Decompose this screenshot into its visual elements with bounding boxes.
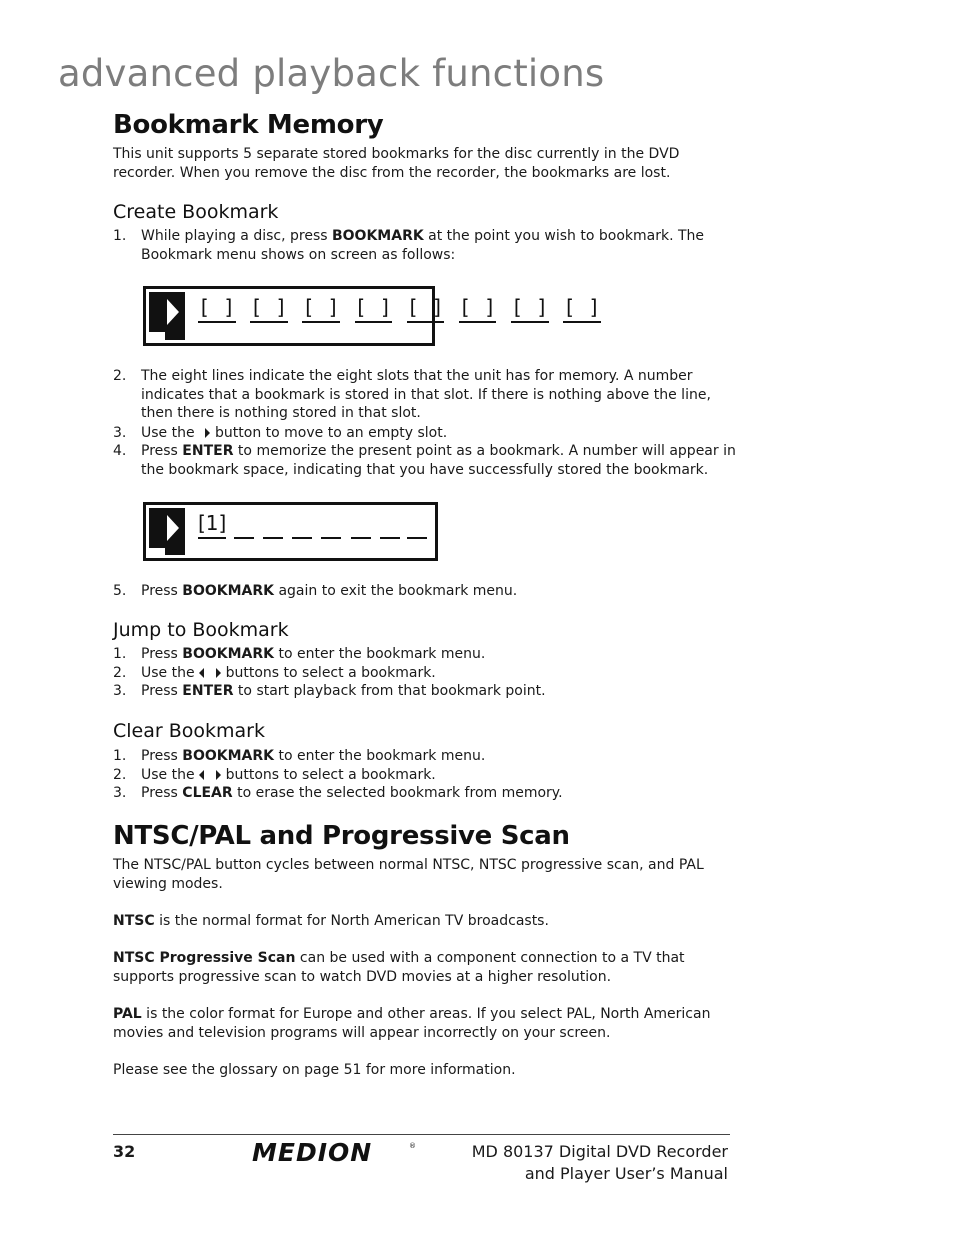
- list-item: [113, 664, 738, 683]
- key-name: ENTER: [182, 443, 234, 459]
- right-arrow-icon: [216, 770, 221, 780]
- clear-bookmark-heading: Clear Bookmark: [113, 720, 265, 742]
- list-item: [113, 682, 738, 701]
- progressive-paragraph: [113, 949, 733, 987]
- jump-bookmark-heading: Jump to Bookmark: [113, 619, 289, 641]
- manual-title-line1: MD 80137 Digital DVD Recorder: [471, 1142, 728, 1161]
- step-number: 1.: [113, 646, 127, 662]
- list-item: [113, 784, 738, 803]
- jump-steps: [113, 645, 738, 701]
- step-text: Use the: [141, 664, 195, 681]
- right-arrow-icon: [216, 668, 221, 678]
- step-number: 2.: [113, 664, 127, 681]
- slot-2: [ ]: [250, 295, 288, 323]
- step-number: 5.: [113, 583, 127, 599]
- step-text: to start playback from that bookmark point.: [233, 683, 546, 699]
- slot-4-line: [292, 537, 312, 539]
- manual-title: [472, 1141, 728, 1185]
- step-text: The eight lines indicate the eight slots that the unit has for memory. A number indicates that a bookmark is stored in that slot. If there is nothing above the line, then there is nothing stored in that slot.: [141, 368, 711, 421]
- step-text: While playing a disc, press: [141, 228, 332, 244]
- glossary-note: Please see the glossary on page 51 for more information.: [113, 1062, 516, 1078]
- progressive-term: NTSC Progressive Scan: [113, 950, 296, 966]
- step-text: at the point you wish to bookmark. The Bookmark menu shows on screen as follows:: [141, 228, 705, 263]
- pal-paragraph: [113, 1005, 733, 1043]
- list-item: [113, 766, 738, 785]
- step-text: Press: [141, 443, 183, 459]
- ntsc-desc: is the normal format for North American TV broadcasts.: [154, 913, 549, 929]
- ntsc-intro: The NTSC/PAL button cycles between normal NTSC, NTSC progressive scan, and PAL viewing modes.: [113, 857, 704, 892]
- pal-term: PAL: [113, 1006, 142, 1022]
- slot-6-line: [351, 537, 371, 539]
- step-number: 2.: [113, 368, 127, 384]
- bookmark-menu-empty: [143, 286, 601, 346]
- slot-7: [ ]: [511, 295, 549, 323]
- key-name: BOOKMARK: [182, 646, 275, 662]
- clear-steps: [113, 747, 738, 803]
- step-text: Press: [141, 748, 183, 764]
- step-number: 2.: [113, 766, 127, 783]
- key-name: BOOKMARK: [182, 748, 275, 764]
- bookmark-slots: [198, 295, 603, 323]
- left-arrow-icon: [199, 770, 204, 780]
- list-item: [113, 645, 738, 664]
- step-number: 1.: [113, 228, 127, 244]
- bookmark-memory-heading: Bookmark Memory: [113, 110, 384, 140]
- slot-8-line: [407, 537, 427, 539]
- ntsc-pal-heading: NTSC/PAL and Progressive Scan: [113, 821, 570, 851]
- pal-desc: is the color format for Europe and other areas. If you select PAL, North American movies and television programs will appear incorrectly on your screen.: [113, 1006, 711, 1041]
- right-arrow-icon: [205, 428, 210, 438]
- page-title: advanced playback functions: [58, 52, 605, 95]
- step-number: 4.: [113, 443, 127, 459]
- slot-6: [ ]: [459, 295, 497, 323]
- slot-7-line: [380, 537, 400, 539]
- step-text: Use the: [141, 766, 195, 783]
- progressive-desc: can be used with a component connection to a TV that supports progressive scan to watch DVD movies at a higher resolution.: [113, 950, 685, 985]
- step-text: to erase the selected bookmark from memory.: [232, 785, 563, 801]
- step-number: 3.: [113, 785, 127, 801]
- slot-8: [ ]: [563, 295, 601, 323]
- slot-1-filled: [1]: [198, 511, 226, 539]
- step-text: Press: [141, 683, 183, 699]
- step-number: 1.: [113, 748, 127, 764]
- step-text: again to exit the bookmark menu.: [274, 583, 518, 599]
- footer-rule: [113, 1134, 730, 1135]
- step-number: 3.: [113, 683, 127, 699]
- slot-4: [ ]: [355, 295, 393, 323]
- step-text: Press: [141, 785, 183, 801]
- left-arrow-icon: [199, 668, 204, 678]
- slot-3-line: [263, 537, 283, 539]
- slot-2-line: [234, 537, 254, 539]
- medion-logo: [252, 1139, 416, 1169]
- step-text: buttons to select a bookmark.: [225, 664, 436, 681]
- list-item: [113, 747, 738, 766]
- list-item: [113, 442, 738, 479]
- manual-title-line2: and Player User’s Manual: [524, 1164, 728, 1183]
- slot-5-line: [321, 537, 341, 539]
- key-name: BOOKMARK: [331, 228, 424, 244]
- bookmark-flag-icon: [149, 508, 185, 555]
- create-steps-b: [113, 367, 738, 479]
- step-text: Use the: [141, 424, 200, 441]
- list-item: [113, 367, 738, 423]
- key-name: CLEAR: [182, 785, 233, 801]
- list-item: [113, 227, 738, 264]
- logo-text: MEDION: [252, 1139, 373, 1165]
- registered-mark: ®: [409, 1142, 416, 1150]
- create-steps-a: [113, 227, 738, 264]
- page-number: 32: [113, 1142, 136, 1161]
- step-text: Press: [141, 583, 183, 599]
- ntsc-paragraph: [113, 912, 733, 931]
- list-item: [113, 582, 738, 601]
- bookmark-intro: This unit supports 5 separate stored bookmarks for the disc currently in the DVD recorder. When you remove the disc from the recorder, the bookmarks are lost.: [113, 146, 680, 181]
- key-name: BOOKMARK: [182, 583, 275, 599]
- step-text: to enter the bookmark menu.: [274, 748, 486, 764]
- slot-5: [ ]: [407, 295, 445, 323]
- step-text: buttons to select a bookmark.: [225, 766, 436, 783]
- step-text: button to move to an empty slot.: [215, 424, 448, 441]
- step-text: Press: [141, 646, 183, 662]
- step-text: to enter the bookmark menu.: [274, 646, 486, 662]
- create-bookmark-heading: Create Bookmark: [113, 201, 279, 223]
- slot-1: [ ]: [198, 295, 236, 323]
- step-number: 3.: [113, 424, 127, 441]
- slot-3: [ ]: [302, 295, 340, 323]
- create-steps-c: [113, 582, 738, 601]
- step-text: to memorize the present point as a bookmark. A number will appear in the bookmark space, indicating that you have successfully stored the bookmark.: [141, 443, 736, 478]
- ntsc-term: NTSC: [113, 913, 155, 929]
- key-name: ENTER: [182, 683, 234, 699]
- bookmark-menu-filled: [143, 502, 438, 561]
- bookmark-flag-icon: [149, 292, 185, 340]
- list-item: [113, 424, 738, 443]
